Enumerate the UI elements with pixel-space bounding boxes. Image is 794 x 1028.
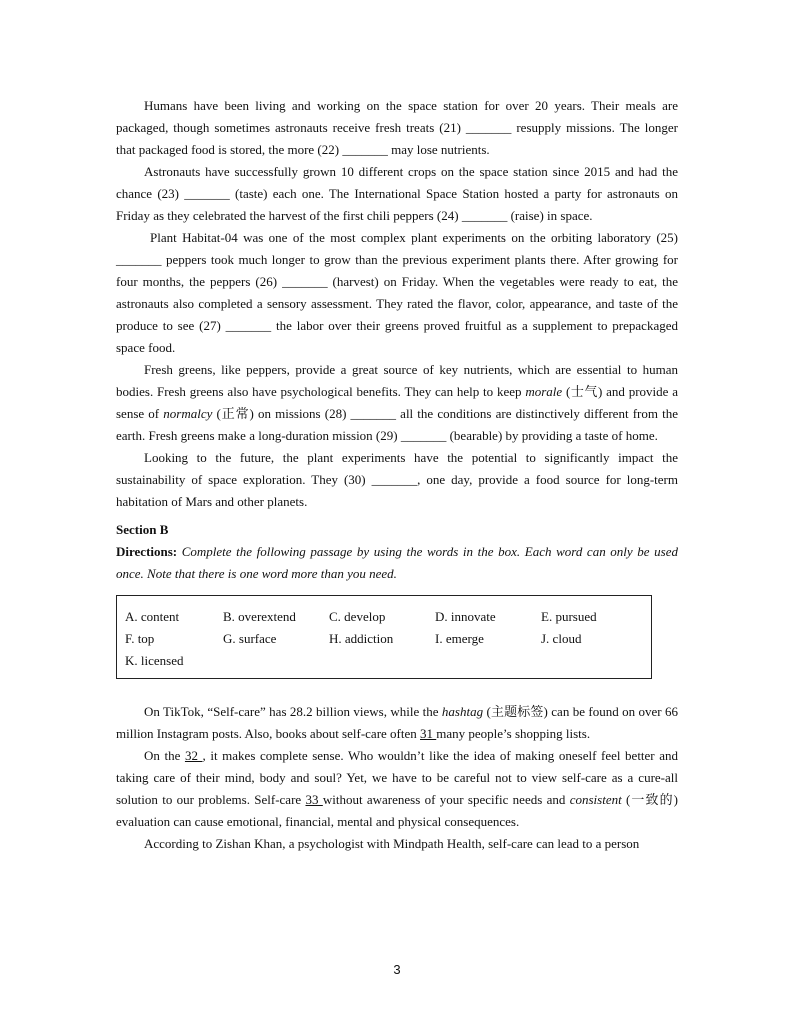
term-consistent: consistent [569, 792, 622, 807]
paragraph-b2-text-3: without awareness of your specific needs and [322, 792, 570, 807]
word-box-row-1 [125, 606, 651, 628]
directions-text: Complete the following passage by using the words in the box. Each word can only be used once. Note that there is one word more than you need. [116, 544, 678, 581]
blank-32: 32 [184, 748, 203, 763]
word-option-h: H. addiction [329, 631, 394, 646]
word-option-i: I. emerge [435, 631, 484, 646]
paragraph-b1 [116, 701, 678, 745]
blank-33: 33 [305, 792, 323, 807]
paragraph-a5: Looking to the future, the plant experiments have the potential to significantly impact the sustainability of space exploration. They (30) _______, one day, provide a food source for long-term habitation of Mars and other planets. [116, 450, 678, 509]
term-hashtag: hashtag [441, 704, 484, 719]
paragraph-b1-text-2: (主题标签) can be found on over 66 million Instagram posts. Also, books about self-care often [116, 704, 678, 741]
paragraph-a4-text-3: (正常) on missions (28) _______ all the conditions are distinctively different from the earth. Fresh greens make a long-duration mission (29) _______ (bearable) by providing a taste of home. [116, 406, 678, 443]
term-morale: morale [525, 384, 563, 399]
term-normalcy: normalcy [163, 406, 213, 421]
word-option-g: G. surface [223, 631, 277, 646]
word-option-a: A. content [125, 609, 180, 624]
word-box [116, 595, 652, 679]
document-page [116, 95, 678, 855]
paragraph-b2 [116, 745, 678, 833]
blank-31: 31 [420, 726, 437, 741]
paragraph-a3: Plant Habitat-04 was one of the most complex plant experiments on the orbiting laboratory (25) _______ peppers took much longer to grow than the previous experiment plants there. After growing for four months, the peppers (26) _______ (harvest) on Friday. When the vegetables were ready to eat, the astronauts also completed a sensory assessment. They rated the flavor, color, appearance, and taste of the produce to see (27) _______ the labor over their greens proved fruitful as a supplement to prepackaged space food. [116, 230, 678, 355]
paragraph-a4 [116, 359, 678, 447]
word-option-c: C. develop [329, 609, 386, 624]
paragraph-b2-text-4: (一致的) evaluation can cause emotional, financial, mental and physical consequences. [116, 792, 678, 829]
paragraph-a1: Humans have been living and working on the space station for over 20 years. Their meals are packaged, though sometimes astronauts receive fresh treats (21) _______ resupply missions. The longer that packaged food is stored, the more (22) _______ may lose nutrients. [116, 98, 678, 157]
word-option-b: B. overextend [223, 609, 296, 624]
paragraph-b2-text-2: , it makes complete sense. Who wouldn’t like the idea of making oneself feel better and taking care of their mind, body and soul? Yet, we have to be careful not to view self-care as a cure-all solution to our problems. Self-care [116, 748, 678, 807]
paragraph-b1-text-3: many people’s shopping lists. [436, 726, 591, 741]
paragraph-a4-text-1: Fresh greens, like peppers, provide a great source of key nutrients, which are essential to human bodies. Fresh greens also have psychological benefits. They can help to keep [116, 362, 678, 399]
word-box-row-3 [125, 650, 651, 672]
paragraph-b1-text-1: On TikTok, “Self-care” has 28.2 billion views, while the [144, 704, 442, 719]
word-option-k: K. licensed [125, 653, 184, 668]
paragraph-b3: According to Zishan Khan, a psychologist with Mindpath Health, self-care can lead to a person [144, 836, 640, 851]
paragraph-a2: Astronauts have successfully grown 10 different crops on the space station since 2015 and had the chance (23) _______ (taste) each one. The International Space Station hosted a party for astronauts on Friday as they celebrated the harvest of the first chili peppers (24) _______ (raise) in space. [116, 164, 678, 223]
section-b-title: Section B [116, 522, 169, 537]
word-option-j: J. cloud [541, 631, 582, 646]
page-number: 3 [393, 962, 401, 977]
word-box-row-2 [125, 628, 651, 650]
word-option-d: D. innovate [435, 609, 496, 624]
passage-b [116, 701, 678, 855]
word-option-f: F. top [125, 631, 155, 646]
word-option-e: E. pursued [541, 609, 597, 624]
paragraph-b2-text-1: On the [144, 748, 185, 763]
directions-label: Directions: [116, 544, 178, 559]
paragraph-a4-text-2: (士气) and provide a sense of [116, 384, 678, 421]
section-b-directions [116, 541, 678, 585]
